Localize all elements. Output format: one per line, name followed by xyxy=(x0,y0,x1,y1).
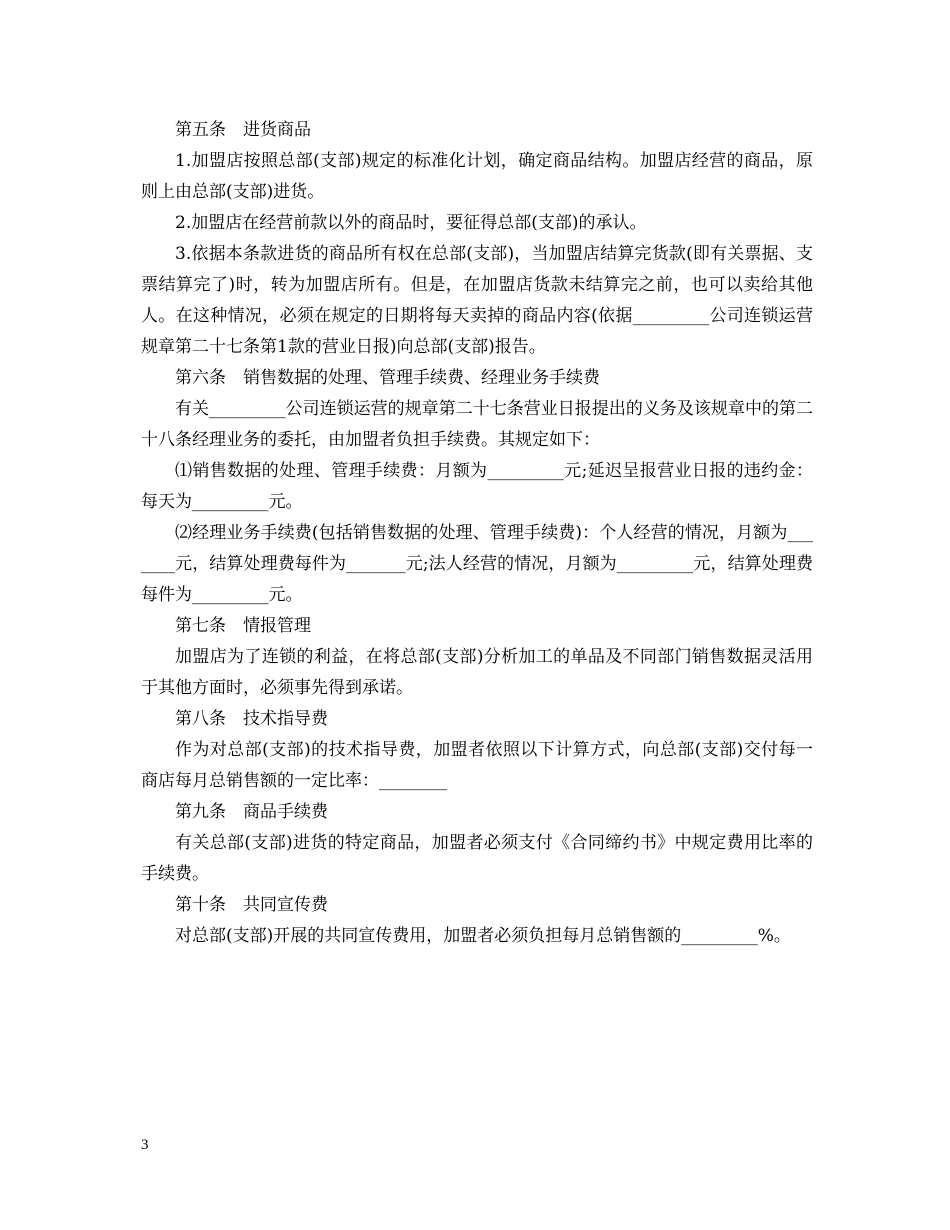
page-number: 3 xyxy=(141,1137,149,1153)
section-heading-article-10: 第十条 共同宣传费 xyxy=(175,895,328,915)
section-heading-article-8: 第八条 技术指导费 xyxy=(175,709,328,729)
paragraph: 1.加盟店按照总部(支部)规定的标准化计划，确定商品结构。加盟店经营的商品，原则上由总部(支部)进货。 xyxy=(141,151,813,202)
document-body xyxy=(141,115,813,952)
paragraph: 2.加盟店在经营前款以外的商品时，要征得总部(支部)的承认。 xyxy=(175,213,647,233)
paragraph: 对总部(支部)开展的共同宣传费用，加盟者必须负担每月总销售额的_________%。 xyxy=(175,926,791,946)
paragraph: 有关_________公司连锁运营的规章第二十七条营业日报提出的义务及该规章中的第二十八条经理业务的委托，由加盟者负担手续费。其规定如下： xyxy=(141,399,813,450)
section-heading-article-9: 第九条 商品手续费 xyxy=(175,802,328,822)
paragraph: ⑴销售数据的处理、管理手续费：月额为_________元;延迟呈报营业日报的违约金：每天为_________元。 xyxy=(141,461,813,512)
section-heading-article-6: 第六条 销售数据的处理、管理手续费、经理业务手续费 xyxy=(175,368,600,388)
paragraph: 加盟店为了连锁的利益，在将总部(支部)分析加工的单品及不同部门销售数据灵活用于其他方面时，必须事先得到承诺。 xyxy=(141,647,813,698)
section-heading-article-5: 第五条 进货商品 xyxy=(175,120,311,140)
paragraph: 有关总部(支部)进货的特定商品，加盟者必须支付《合同缔约书》中规定费用比率的手续费。 xyxy=(141,833,813,884)
paragraph: ⑵经理业务手续费(包括销售数据的处理、管理手续费)：个人经营的情况，月额为_______元，结算处理费每件为_______元;法人经营的情况，月额为_________元，结算处理费每件为_________元。 xyxy=(141,523,813,605)
section-heading-article-7: 第七条 情报管理 xyxy=(175,616,311,636)
paragraph: 3.依据本条款进货的商品所有权在总部(支部)，当加盟店结算完货款(即有关票据、支票结算完了)时，转为加盟店所有。但是，在加盟店货款未结算完之前，也可以卖给其他人。在这种情况，必须在规定的日期将每天卖掉的商品内容(依据_________公司连锁运营规章第二十七条第1款的营业日报)向总部(支部)报告。 xyxy=(141,244,813,357)
paragraph: 作为对总部(支部)的技术指导费，加盟者依照以下计算方式，向总部(支部)交付每一商店每月总销售额的一定比率：________ xyxy=(141,740,813,791)
